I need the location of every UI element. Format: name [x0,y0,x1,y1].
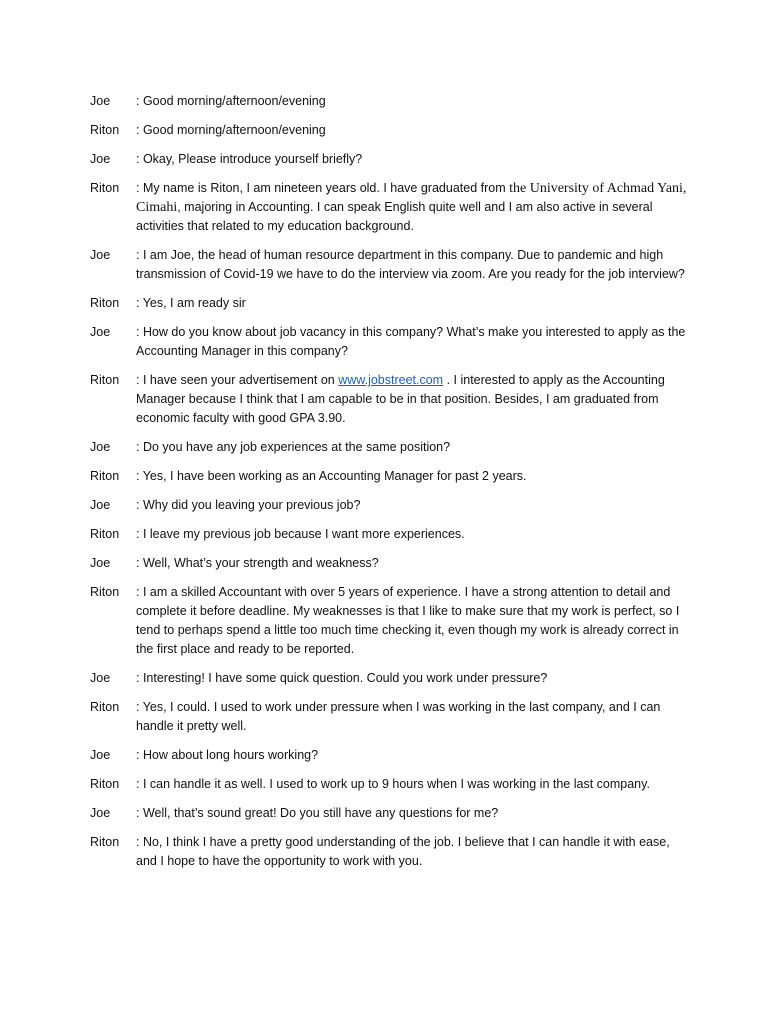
dialogue-line [90,833,690,871]
dialogue-line [90,323,690,361]
utterance-part: . I interested to apply as the Accounting Manager because I think that I am capable to be in that position. Besides, I am graduated from economic faculty with good GPA 3.90. [136,373,665,425]
speaker-name: Joe [90,806,111,820]
dialogue-line [90,554,690,573]
dialogue-line [90,467,690,486]
speaker-name: Riton [90,181,120,195]
utterance-text: : Okay, Please introduce yourself briefly? [136,152,363,166]
dialogue-line [90,775,690,794]
speaker-name: Riton [90,373,120,387]
dialogue-line [90,371,690,428]
speaker-name: Riton [90,835,120,849]
utterance-text: : How do you know about job vacancy in this company? What’s make you interested to apply as the Accounting Manager in this company? [136,325,686,358]
speaker-name: Joe [90,498,111,512]
speaker-name: Joe [90,440,111,454]
speaker-name: Joe [90,152,111,166]
interview-dialogue [90,92,690,881]
dialogue-line [90,121,690,140]
utterance-text: : Yes, I am ready sir [136,296,246,310]
speaker-name: Joe [90,748,111,762]
utterance-text: : Well, that’s sound great! Do you still have any questions for me? [136,806,499,820]
utterance-text: : Do you have any job experiences at the same position? [136,440,451,454]
utterance-text: : Interesting! I have some quick question. Could you work under pressure? [136,671,548,685]
utterance-text: : Yes, I could. I used to work under pressure when I was working in the last company, and I can handle it pretty well. [136,700,661,733]
dialogue-line [90,669,690,688]
dialogue-line [90,746,690,765]
dialogue-line [90,438,690,457]
utterance-part: : My name is Riton, I am nineteen years old. I have graduated from [136,181,510,195]
speaker-name: Joe [90,94,111,108]
utterance-text [136,179,690,236]
speaker-name: Riton [90,527,120,541]
speaker-name: Joe [90,248,111,262]
dialogue-line [90,525,690,544]
utterance-text: : Good morning/afternoon/evening [136,123,326,137]
speaker-name: Riton [90,585,120,599]
speaker-name: Riton [90,123,120,137]
dialogue-line [90,583,690,659]
jobstreet-link[interactable]: www.jobstreet.com [338,373,444,387]
utterance-text: : Good morning/afternoon/evening [136,94,326,108]
utterance-text: : Yes, I have been working as an Accounting Manager for past 2 years. [136,469,527,483]
dialogue-line [90,179,690,236]
utterance-text [136,371,690,428]
speaker-name: Joe [90,671,111,685]
speaker-name: Riton [90,296,120,310]
dialogue-line [90,92,690,111]
dialogue-line [90,294,690,313]
utterance-part: , majoring in Accounting. I can speak English quite well and I am also active in several activities that related to my education background. [136,200,653,233]
speaker-name: Joe [90,325,111,339]
utterance-text: : I am Joe, the head of human resource department in this company. Due to pandemic and high transmission of Covid-19 we have to do the interview via zoom. Are you ready for the job interview? [136,248,685,281]
utterance-part: : I have seen your advertisement on [136,373,339,387]
speaker-name: Riton [90,469,120,483]
university-name: the University of Achmad Yani, Cimahi [136,181,687,215]
utterance-text: : Why did you leaving your previous job? [136,498,361,512]
speaker-name: Riton [90,777,120,791]
utterance-text: : I leave my previous job because I want more experiences. [136,527,465,541]
dialogue-line [90,804,690,823]
dialogue-line [90,246,690,284]
utterance-text: : Well, What’s your strength and weakness? [136,556,379,570]
utterance-text: : I can handle it as well. I used to work up to 9 hours when I was working in the last company. [136,777,650,791]
utterance-text: : No, I think I have a pretty good understanding of the job. I believe that I can handle it with ease, and I hope to have the opportunity to work with you. [136,835,670,868]
speaker-name: Riton [90,700,120,714]
speaker-name: Joe [90,556,111,570]
dialogue-line [90,496,690,515]
utterance-text: : How about long hours working? [136,748,319,762]
dialogue-line [90,698,690,736]
utterance-text: : I am a skilled Accountant with over 5 years of experience. I have a strong attention to detail and complete it before deadline. My weaknesses is that I like to make sure that my work is perfect, so I tend to perhaps spend a little too much time checking it, even though my work is already correct in the first place and ready to be reported. [136,585,680,656]
dialogue-line [90,150,690,169]
